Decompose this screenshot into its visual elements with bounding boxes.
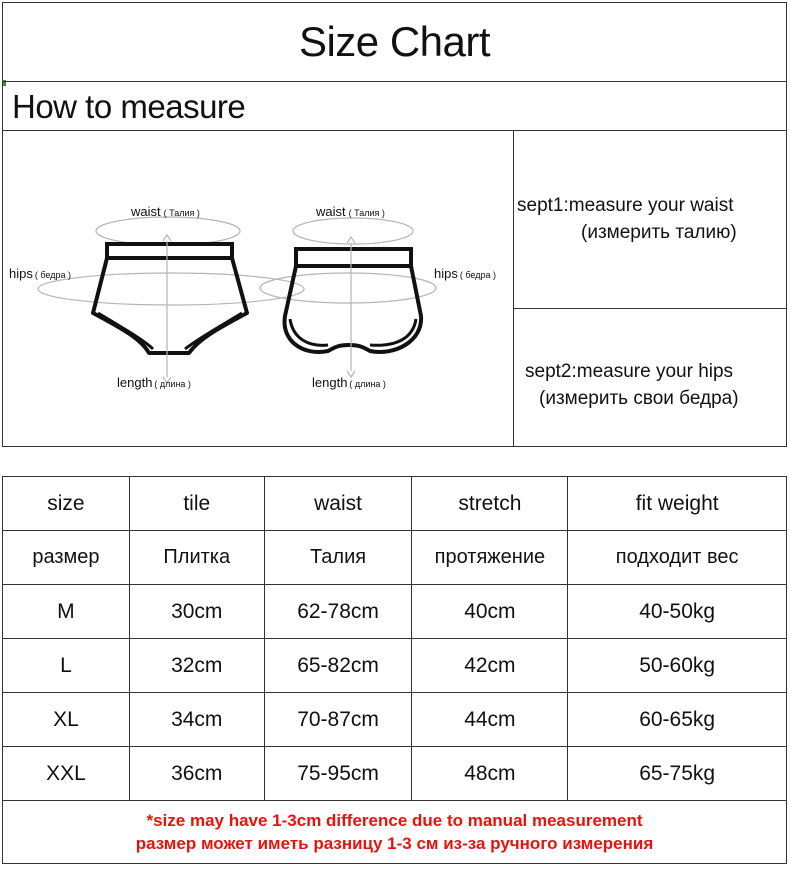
step-1-ru: (измерить талию) <box>581 221 737 243</box>
table-row <box>3 747 787 801</box>
table-cell: 50-60kg <box>568 639 787 693</box>
table-cell: XXL <box>3 747 130 801</box>
measurement-diagram <box>3 131 511 445</box>
table-cell: 65-82cm <box>264 639 412 693</box>
right-hips-label: hips ( бедра ) <box>434 266 496 281</box>
table-header-row-ru <box>3 531 787 585</box>
step-1-en: sept1:measure your waist <box>517 195 734 216</box>
table-header-cell: Талия <box>264 531 412 585</box>
table-cell: L <box>3 639 130 693</box>
table-cell: 42cm <box>412 639 568 693</box>
waist-measure-ellipse <box>96 217 240 245</box>
right-length-label: length ( длина ) <box>312 375 386 390</box>
table-header-cell: протяжение <box>412 531 568 585</box>
measure-section <box>2 130 787 447</box>
table-cell: 62-78cm <box>264 585 412 639</box>
table-header-cell: подходит вес <box>568 531 787 585</box>
table-cell: 75-95cm <box>264 747 412 801</box>
table-cell: 40cm <box>412 585 568 639</box>
how-to-measure-header <box>2 81 787 131</box>
table-cell: 44cm <box>412 693 568 747</box>
table-header-cell: waist <box>264 477 412 531</box>
how-to-measure-label: How to measure <box>12 88 246 125</box>
table-header-row-en <box>3 477 787 531</box>
table-cell: 70-87cm <box>264 693 412 747</box>
table-cell: 65-75kg <box>568 747 787 801</box>
title-box <box>2 2 787 82</box>
note-ru: размер может иметь разницу 1-3 см из-за ручного измерения <box>135 833 654 853</box>
brief-illustration <box>38 217 304 383</box>
step-2-en: sept2:measure your hips <box>525 361 734 382</box>
table-cell: 30cm <box>129 585 264 639</box>
step-2-ru: (измерить свои бедра) <box>539 387 739 409</box>
table-header-cell: tile <box>129 477 264 531</box>
table-header-cell: stretch <box>412 477 568 531</box>
table-cell: M <box>3 585 130 639</box>
right-waist-label: waist ( Талия ) <box>316 204 385 219</box>
hips-measure-ellipse-2 <box>260 273 436 303</box>
table-cell: 60-65kg <box>568 693 787 747</box>
table-cell: 40-50kg <box>568 585 787 639</box>
measure-divider-vertical <box>513 131 514 446</box>
size-table <box>2 476 787 801</box>
table-cell: 32cm <box>129 639 264 693</box>
left-length-label: length ( длина ) <box>117 375 191 390</box>
hips-measure-ellipse <box>38 273 304 305</box>
table-header-cell: размер <box>3 531 130 585</box>
table-cell: XL <box>3 693 130 747</box>
measure-divider-horizontal <box>513 308 786 309</box>
table-cell: 34cm <box>129 693 264 747</box>
left-waist-label: waist ( Талия ) <box>131 204 200 219</box>
left-hips-label: hips ( бедра ) <box>9 266 71 281</box>
table-header-cell: fit weight <box>568 477 787 531</box>
measurement-note <box>2 800 787 864</box>
table-header-cell: size <box>3 477 130 531</box>
table-cell: 48cm <box>412 747 568 801</box>
table-header-cell: Плитка <box>129 531 264 585</box>
table-cell: 36cm <box>129 747 264 801</box>
page-title: Size Chart <box>298 18 491 65</box>
note-en: *size may have 1-3cm difference due to manual measurement <box>146 811 643 830</box>
step-1 <box>517 193 737 246</box>
table-row <box>3 639 787 693</box>
table-row <box>3 585 787 639</box>
step-2 <box>525 359 739 412</box>
table-row <box>3 693 787 747</box>
